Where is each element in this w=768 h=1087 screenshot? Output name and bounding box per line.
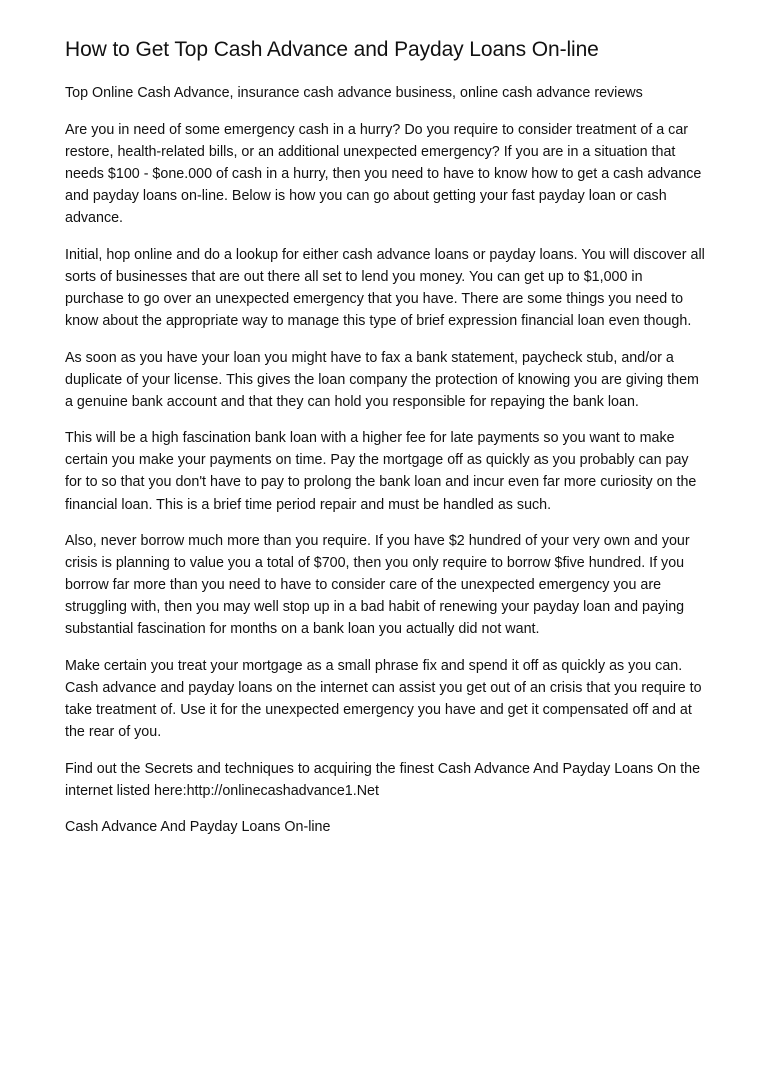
paragraph-7: Find out the Secrets and techniques to acquiring the finest Cash Advance And Payday Loans On the internet listed here:http://onlinecashadvance1.Net	[65, 760, 701, 799]
document-title: How to Get Top Cash Advance and Payday Loans On-line	[65, 38, 599, 61]
paragraph-3: As soon as you have your loan you might have to fax a bank statement, paycheck stub, and/or a duplicate of your license. This gives the loan company the protection of knowing you are giving them a genuine bank account and that they can hold you responsible for repaying the bank loan.	[65, 349, 699, 410]
document-page	[65, 36, 705, 838]
paragraph-4: This will be a high fascination bank loan with a higher fee for late payments so you want to make certain you make your payments on time. Pay the mortgage off as quickly as you probably can pay for to so that you don't have to pay to prolong the bank loan and incur even far more curiosity on the financial loan. This is a brief time period repair and must be handled as such.	[65, 430, 697, 513]
paragraph-1: Are you in need of some emergency cash in a hurry? Do you require to consider treatment of a car restore, health-related bills, or an additional unexpected emergency? If you are in a situation that needs $100 - $one.000 of cash in a hurry, then you need to have to know how to get a cash advance and payday loans on-line. Below is how you can go about getting your fast payday loan or cash advance.	[65, 122, 702, 227]
paragraph-2: Initial, hop online and do a lookup for either cash advance loans or payday loans. You will discover all sorts of businesses that are out there all set to lend you money. You can get up to $1,000 in purchase to go over an unexpected emergency that you have. There are some things you need to know about the appropriate way to manage this type of brief expression financial loan even though.	[65, 246, 705, 330]
document-subtitle: Top Online Cash Advance, insurance cash advance business, online cash advance reviews	[65, 85, 643, 101]
paragraph-5: Also, never borrow much more than you require. If you have $2 hundred of your very own and your crisis is planning to value you a total of $700, then you only require to borrow $five hundred. If you borrow far more than you need to have to consider care of the unexpected emergency you are struggling with, then you may well stop up in a bad habit of renewing your payday loan and paying substantial fascination for months on a bank loan you actually did not want.	[65, 533, 690, 638]
document-footer-line: Cash Advance And Payday Loans On-line	[65, 819, 331, 836]
paragraph-6: Make certain you treat your mortgage as a small phrase fix and spend it off as quickly as you can. Cash advance and payday loans on the internet can assist you get out of an crisis that you require to take treatment of. Use it for the unexpected emergency you have and get it compensated off and at the rear of you.	[65, 657, 702, 741]
